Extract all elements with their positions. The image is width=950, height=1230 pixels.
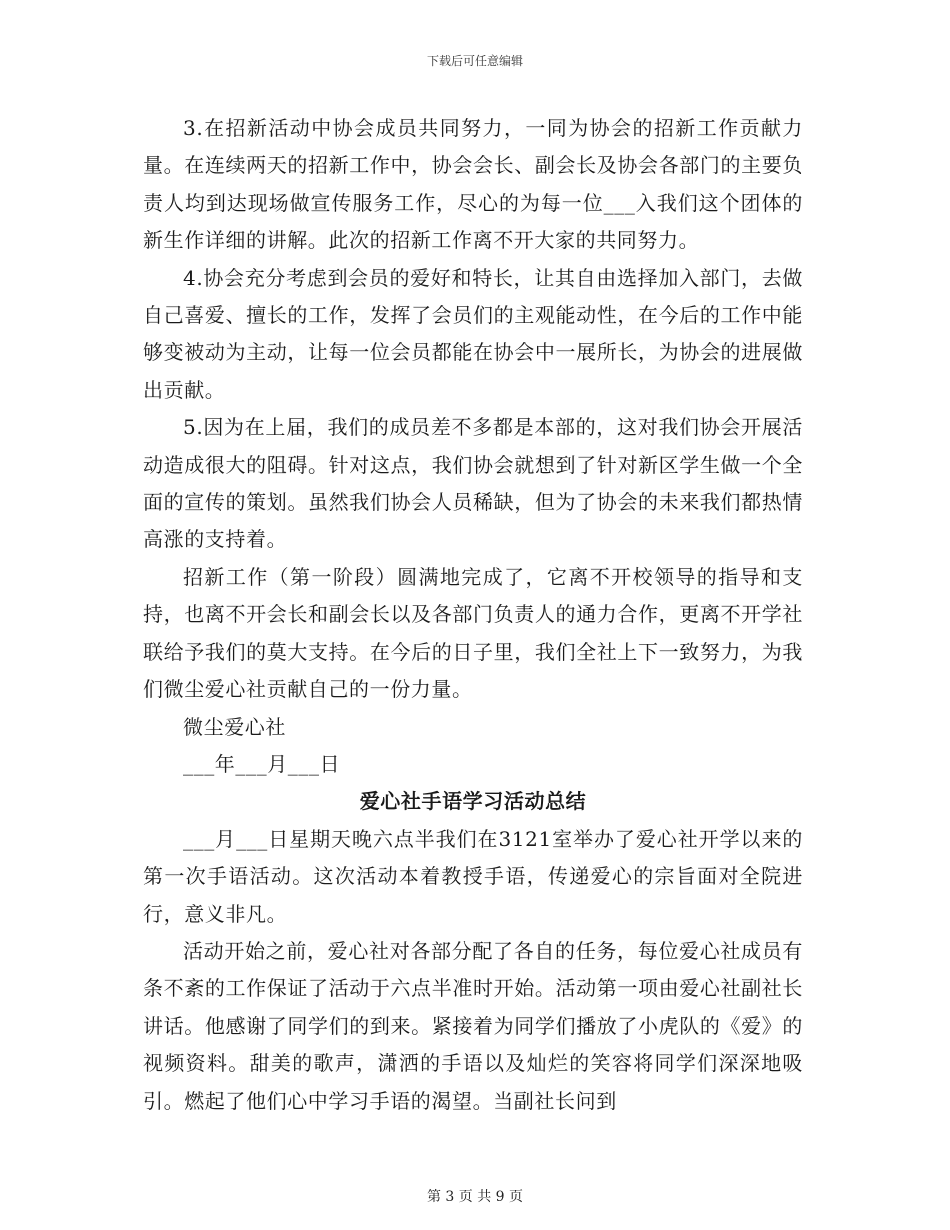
- document-body: [143, 110, 803, 1120]
- paragraph-item-4: 4.协会充分考虑到会员的爱好和特长，让其自由选择加入部门，去做自己喜爱、擅长的工作，发挥了会员们的主观能动性，在今后的工作中能够变被动为主动，让每一位会员都能在协会中一展所长，为协会的进展做出贡献。: [143, 265, 803, 402]
- paragraph-item-3: 3.在招新活动中协会成员共同努力，一同为协会的招新工作贡献力量。在连续两天的招新工作中，协会会长、副会长及协会各部门的主要负责人均到达现场做宣传服务工作，尽心的为每一位___入我们这个团体的新生作详细的讲解。此次的招新工作离不开大家的共同努力。: [143, 116, 803, 253]
- section-title: 爱心社手语学习活动总结: [359, 789, 587, 814]
- paragraph-intro: ___月___日星期天晚六点半我们在3121室举办了爱心社开学以来的第一次手语活动。这次活动本着教授手语，传递爱心的宗旨面对全院进行，意义非凡。: [143, 826, 803, 926]
- paragraph-activity: 活动开始之前，爱心社对各部分配了各自的任务，每位爱心社成员有条不紊的工作保证了活动于六点半准时开始。活动第一项由爱心社副社长讲话。他感谢了同学们的到来。紧接着为同学们播放了小虎队的《爱》的视频资料。甜美的歌声，潇洒的手语以及灿烂的笑容将同学们深深地吸引。燃起了他们心中学习手语的渴望。当副社长问到: [143, 938, 803, 1113]
- page-number: 第 3 页 共 9 页: [426, 1189, 524, 1205]
- page-header-note: 下载后可任意编辑: [426, 54, 523, 68]
- paragraph-conclusion: 招新工作（第一阶段）圆满地完成了，它离不开校领导的指导和支持，也离不开会长和副会长以及各部门负责人的通力合作，更离不开学社联给予我们的莫大支持。在今后的日子里，我们全社上下一致努力，为我们微尘爱心社贡献自己的一份力量。: [143, 564, 803, 702]
- paragraph-item-5: 5.因为在上届，我们的成员差不多都是本部的，这对我们协会开展活动造成很大的阻碍。针对这点，我们协会就想到了针对新区学生做一个全面的宣传的策划。虽然我们协会人员稀缺，但为了协会的未来我们都热情高涨的支持着。: [143, 415, 803, 552]
- signature-date: ___年___月___日: [183, 751, 341, 776]
- signature-org: 微尘爱心社: [183, 714, 286, 739]
